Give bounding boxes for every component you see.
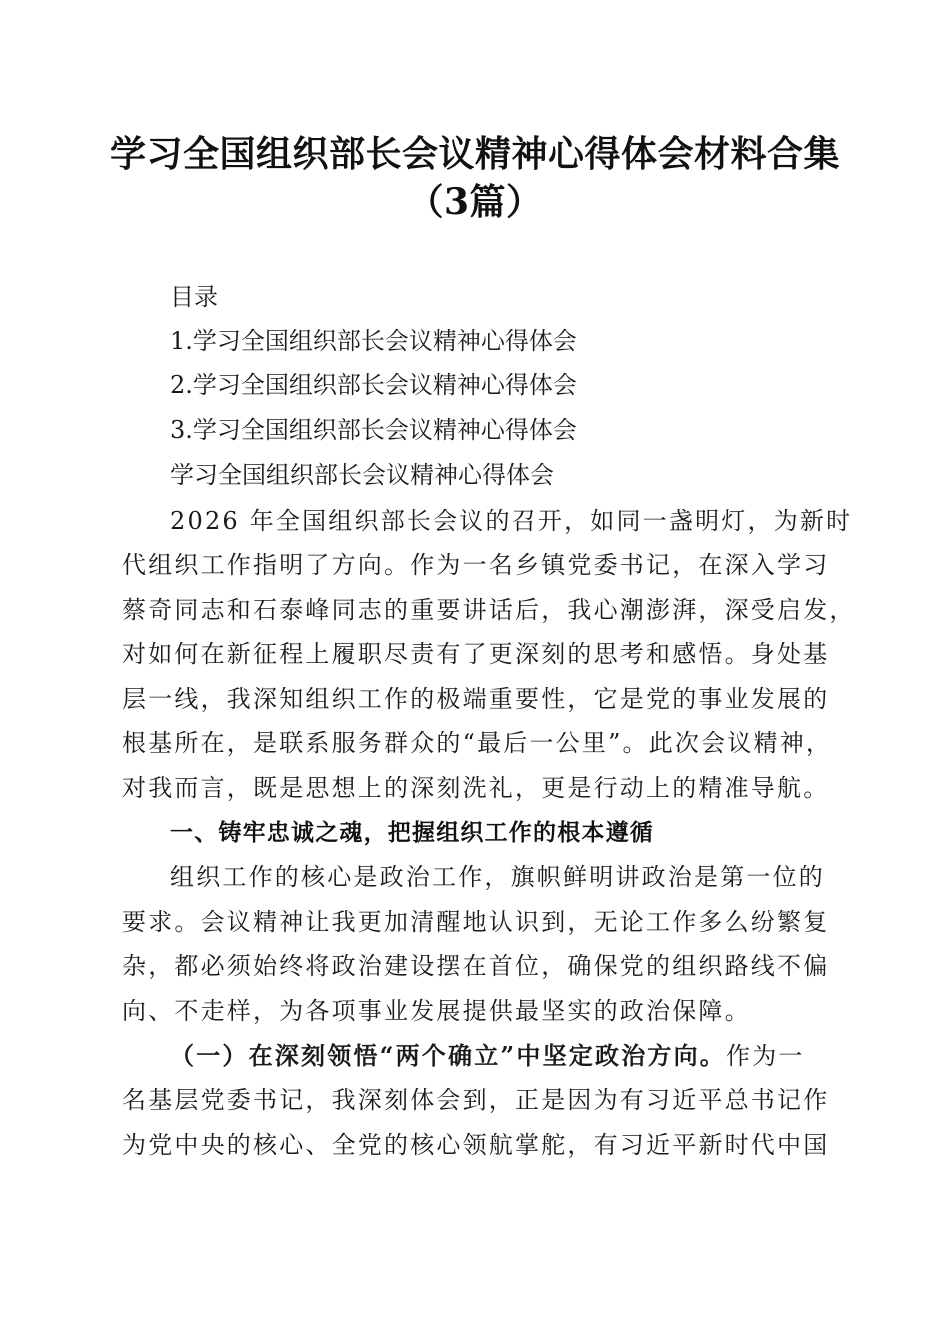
- section-title: 学习全国组织部长会议精神心得体会: [170, 461, 554, 489]
- paragraph-1-line: 蔡奇同志和石泰峰同志的重要讲话后，我心潮澎湃，深受启发，: [122, 596, 856, 624]
- paragraph-3-line: 名基层党委书记，我深刻体会到，正是因为有习近平总书记作: [122, 1086, 830, 1114]
- paragraph-2-line: 杂，都必须始终将政治建设摆在首位，确保党的组织路线不偏: [122, 952, 830, 980]
- paragraph-1-line: 对我而言，既是思想上的深刻洗礼，更是行动上的精准导航。: [122, 774, 830, 802]
- heading-1: 一、铸牢忠诚之魂，把握组织工作的根本遵循: [170, 820, 654, 846]
- paragraph-2-line: 组织工作的核心是政治工作，旗帜鲜明讲政治是第一位的: [170, 863, 825, 891]
- paragraph-1-line: 对如何在新征程上履职尽责有了更深刻的思考和感悟。身处基: [122, 640, 830, 668]
- document-title: [100, 130, 850, 226]
- toc-item-2: 2.学习全国组织部长会议精神心得体会: [170, 371, 577, 399]
- paragraph-2-line: 向、不走样，为各项事业发展提供最坚实的政治保障。: [122, 997, 751, 1025]
- paragraph-1-line: 代组织工作指明了方向。作为一名乡镇党委书记，在深入学习: [122, 551, 830, 579]
- toc-item-3: 3.学习全国组织部长会议精神心得体会: [170, 416, 577, 444]
- paragraph-2-line: 要求。会议精神让我更加清醒地认识到，无论工作多么纷繁复: [122, 908, 830, 936]
- title-line-1: 学习全国组织部长会议精神心得体会材料合集: [109, 133, 840, 175]
- title-line-2: （3篇）: [407, 181, 543, 223]
- subheading-1-bold: （一）在深刻领悟“两个确立”中坚定政治方向。: [170, 1041, 727, 1070]
- toc-label: 目录: [170, 283, 218, 311]
- paragraph-3-line: 为党中央的核心、全党的核心领航掌舵，有习近平新时代中国: [122, 1131, 830, 1159]
- paragraph-1-line: 层一线，我深知组织工作的极端重要性，它是党的事业发展的: [122, 685, 830, 713]
- paragraph-1-line: 根基所在，是联系服务群众的“最后一公里”。此次会议精神，: [122, 729, 833, 757]
- toc-item-1: 1.学习全国组织部长会议精神心得体会: [170, 327, 577, 355]
- subheading-1-rest: 作为一: [726, 1042, 805, 1070]
- paragraph-1-line: 2026 年全国组织部长会议的召开，如同一盏明灯，为新时: [170, 507, 853, 535]
- subheading-1-line: [170, 1041, 834, 1071]
